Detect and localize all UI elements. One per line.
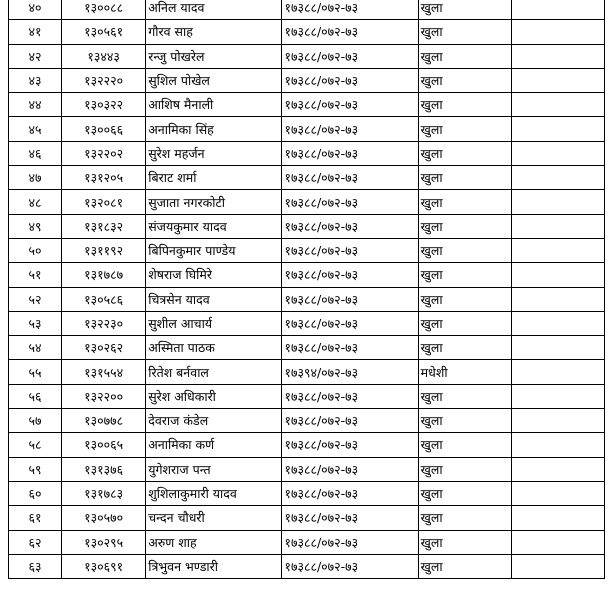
quota-group-cell: खुला: [418, 530, 511, 554]
table-row: [9, 360, 605, 384]
roll-number-cell: १३१७८३: [62, 481, 146, 505]
quota-group-cell: खुला: [418, 457, 511, 481]
reference-number-cell: १७३८८/०७२-७३: [282, 166, 418, 190]
table-row: [9, 238, 605, 262]
reference-number-cell: १७३८८/०७२-७३: [282, 481, 418, 505]
candidate-name-cell: बिराट शर्मा: [146, 166, 282, 190]
candidate-name-cell: अनामिका कर्ण: [146, 433, 282, 457]
empty-cell: [511, 311, 604, 335]
reference-number-cell: १७३८८/०७२-७३: [282, 44, 418, 68]
table-row: [9, 384, 605, 408]
table-row: [9, 457, 605, 481]
quota-group-cell: खुला: [418, 141, 511, 165]
table-row: [9, 554, 605, 578]
serial-number-cell: ५६: [9, 384, 62, 408]
empty-cell: [511, 141, 604, 165]
roll-number-cell: १३११९२: [62, 238, 146, 262]
empty-cell: [511, 409, 604, 433]
roll-number-cell: १३२२३०: [62, 311, 146, 335]
table-row: [9, 93, 605, 117]
candidate-name-cell: सुशील आचार्य: [146, 311, 282, 335]
serial-number-cell: ४४: [9, 93, 62, 117]
reference-number-cell: १७३८८/०७२-७३: [282, 287, 418, 311]
serial-number-cell: ५७: [9, 409, 62, 433]
reference-number-cell: १७३८८/०७२-७३: [282, 238, 418, 262]
table-row: [9, 481, 605, 505]
candidate-name-cell: शुशिलाकुमारी यादव: [146, 481, 282, 505]
reference-number-cell: १७३८८/०७२-७३: [282, 506, 418, 530]
reference-number-cell: १७३८८/०७२-७३: [282, 214, 418, 238]
serial-number-cell: ४१: [9, 20, 62, 44]
empty-cell: [511, 44, 604, 68]
roll-number-cell: १३१२०५: [62, 166, 146, 190]
candidate-name-cell: गौरव साह: [146, 20, 282, 44]
table-row: [9, 287, 605, 311]
empty-cell: [511, 360, 604, 384]
table-row: [9, 263, 605, 287]
empty-cell: [511, 117, 604, 141]
roll-number-cell: १३१५५४: [62, 360, 146, 384]
empty-cell: [511, 68, 604, 92]
empty-cell: [511, 166, 604, 190]
reference-number-cell: १७३८८/०७२-७३: [282, 141, 418, 165]
table-row: [9, 166, 605, 190]
reference-number-cell: १७३८८/०७२-७३: [282, 433, 418, 457]
empty-cell: [511, 506, 604, 530]
empty-cell: [511, 336, 604, 360]
candidate-name-cell: अस्मिता पाठक: [146, 336, 282, 360]
candidate-name-cell: शेषराज घिमिरे: [146, 263, 282, 287]
empty-cell: [511, 20, 604, 44]
serial-number-cell: ४२: [9, 44, 62, 68]
candidate-name-cell: चन्दन चौधरी: [146, 506, 282, 530]
empty-cell: [511, 93, 604, 117]
serial-number-cell: ५५: [9, 360, 62, 384]
quota-group-cell: खुला: [418, 238, 511, 262]
candidate-name-cell: सुजाता नगरकोटी: [146, 190, 282, 214]
candidate-name-cell: अरुण शाह: [146, 530, 282, 554]
serial-number-cell: ५४: [9, 336, 62, 360]
reference-number-cell: १७३८८/०७२-७३: [282, 93, 418, 117]
serial-number-cell: ४३: [9, 68, 62, 92]
serial-number-cell: ४६: [9, 141, 62, 165]
roll-number-cell: १३०३२२: [62, 93, 146, 117]
serial-number-cell: ४९: [9, 214, 62, 238]
table-row: [9, 117, 605, 141]
roll-number-cell: १३००६६: [62, 117, 146, 141]
table-row: [9, 44, 605, 68]
roll-number-cell: १३०२९५: [62, 530, 146, 554]
roll-number-cell: १३४४३: [62, 44, 146, 68]
quota-group-cell: खुला: [418, 481, 511, 505]
table-row: [9, 530, 605, 554]
empty-cell: [511, 238, 604, 262]
roll-number-cell: १३००६५: [62, 433, 146, 457]
roll-number-cell: १३२२०२: [62, 141, 146, 165]
quota-group-cell: मधेशी: [418, 360, 511, 384]
quota-group-cell: खुला: [418, 263, 511, 287]
quota-group-cell: खुला: [418, 336, 511, 360]
table-row: [9, 336, 605, 360]
candidate-name-cell: रन्जु पोखरेल: [146, 44, 282, 68]
candidate-name-cell: सुरेश महर्जन: [146, 141, 282, 165]
serial-number-cell: ६०: [9, 481, 62, 505]
roll-number-cell: १३२२००: [62, 384, 146, 408]
roll-number-cell: १३१७८७: [62, 263, 146, 287]
reference-number-cell: १७३९४/०७२-७३: [282, 360, 418, 384]
candidate-name-cell: देवराज कंडेल: [146, 409, 282, 433]
serial-number-cell: ६२: [9, 530, 62, 554]
empty-cell: [511, 433, 604, 457]
empty-cell: [511, 481, 604, 505]
quota-group-cell: खुला: [418, 44, 511, 68]
reference-number-cell: १७३८८/०७२-७३: [282, 530, 418, 554]
reference-number-cell: १७३८८/०७२-७३: [282, 457, 418, 481]
table-row: [9, 409, 605, 433]
quota-group-cell: खुला: [418, 409, 511, 433]
empty-cell: [511, 263, 604, 287]
reference-number-cell: १७३८८/०७२-७३: [282, 336, 418, 360]
table-row: [9, 141, 605, 165]
table-row: [9, 311, 605, 335]
roll-number-cell: १३२२२०: [62, 68, 146, 92]
empty-cell: [511, 384, 604, 408]
table-row: [9, 433, 605, 457]
table-row: [9, 190, 605, 214]
quota-group-cell: खुला: [418, 311, 511, 335]
quota-group-cell: खुला: [418, 190, 511, 214]
reference-number-cell: १७३८८/०७२-७३: [282, 190, 418, 214]
reference-number-cell: १७३८८/०७२-७३: [282, 409, 418, 433]
candidate-name-cell: अनामिका सिंह: [146, 117, 282, 141]
roll-number-cell: १३०५८६: [62, 287, 146, 311]
quota-group-cell: खुला: [418, 93, 511, 117]
reference-number-cell: १७३८८/०७२-७३: [282, 384, 418, 408]
quota-group-cell: खुला: [418, 506, 511, 530]
table-row: [9, 0, 605, 20]
quota-group-cell: खुला: [418, 166, 511, 190]
empty-cell: [511, 457, 604, 481]
quota-group-cell: खुला: [418, 287, 511, 311]
roll-number-cell: १३१८३२: [62, 214, 146, 238]
reference-number-cell: १७३८८/०७२-७३: [282, 554, 418, 578]
reference-number-cell: १७३८८/०७२-७३: [282, 20, 418, 44]
serial-number-cell: ४८: [9, 190, 62, 214]
quota-group-cell: खुला: [418, 433, 511, 457]
reference-number-cell: १७३८८/०७२-७३: [282, 311, 418, 335]
roll-number-cell: १३०६९१: [62, 554, 146, 578]
serial-number-cell: ४०: [9, 0, 62, 20]
quota-group-cell: खुला: [418, 0, 511, 20]
serial-number-cell: ५३: [9, 311, 62, 335]
empty-cell: [511, 190, 604, 214]
candidate-name-cell: अनिल यादव: [146, 0, 282, 20]
serial-number-cell: ४७: [9, 166, 62, 190]
roll-number-cell: १३००८८: [62, 0, 146, 20]
quota-group-cell: खुला: [418, 384, 511, 408]
candidate-name-cell: सुशिल पोखेल: [146, 68, 282, 92]
serial-number-cell: ५०: [9, 238, 62, 262]
serial-number-cell: ६३: [9, 554, 62, 578]
candidate-name-cell: बिपिनकुमार पाण्डेय: [146, 238, 282, 262]
empty-cell: [511, 554, 604, 578]
reference-number-cell: १७३८८/०७२-७३: [282, 263, 418, 287]
quota-group-cell: खुला: [418, 554, 511, 578]
quota-group-cell: खुला: [418, 20, 511, 44]
candidate-name-cell: त्रिभुवन भण्डारी: [146, 554, 282, 578]
empty-cell: [511, 214, 604, 238]
roll-number-cell: १३०५७०: [62, 506, 146, 530]
roll-number-cell: १३०२६२: [62, 336, 146, 360]
serial-number-cell: ५२: [9, 287, 62, 311]
table-row: [9, 214, 605, 238]
candidate-name-cell: सुरेश अधिकारी: [146, 384, 282, 408]
quota-group-cell: खुला: [418, 117, 511, 141]
quota-group-cell: खुला: [418, 214, 511, 238]
reference-number-cell: १७३८८/०७२-७३: [282, 0, 418, 20]
candidate-name-cell: रितेश बर्नवाल: [146, 360, 282, 384]
roll-number-cell: १३०५६१: [62, 20, 146, 44]
candidate-name-cell: युगेशराज पन्त: [146, 457, 282, 481]
empty-cell: [511, 287, 604, 311]
reference-number-cell: १७३८८/०७२-७३: [282, 117, 418, 141]
table-row: [9, 68, 605, 92]
serial-number-cell: ६१: [9, 506, 62, 530]
roll-number-cell: १३१३७६: [62, 457, 146, 481]
candidate-name-cell: संजयकुमार यादव: [146, 214, 282, 238]
quota-group-cell: खुला: [418, 68, 511, 92]
table-row: [9, 20, 605, 44]
serial-number-cell: ५८: [9, 433, 62, 457]
serial-number-cell: ५९: [9, 457, 62, 481]
roll-number-cell: १३०७७८: [62, 409, 146, 433]
empty-cell: [511, 0, 604, 20]
serial-number-cell: ५१: [9, 263, 62, 287]
table-row: [9, 506, 605, 530]
serial-number-cell: ४५: [9, 117, 62, 141]
results-table-body: [9, 0, 605, 579]
results-table: [8, 0, 605, 579]
roll-number-cell: १३२०८१: [62, 190, 146, 214]
empty-cell: [511, 530, 604, 554]
candidate-name-cell: चित्रसेन यादव: [146, 287, 282, 311]
reference-number-cell: १७३८८/०७२-७३: [282, 68, 418, 92]
candidate-name-cell: आशिष मैनाली: [146, 93, 282, 117]
